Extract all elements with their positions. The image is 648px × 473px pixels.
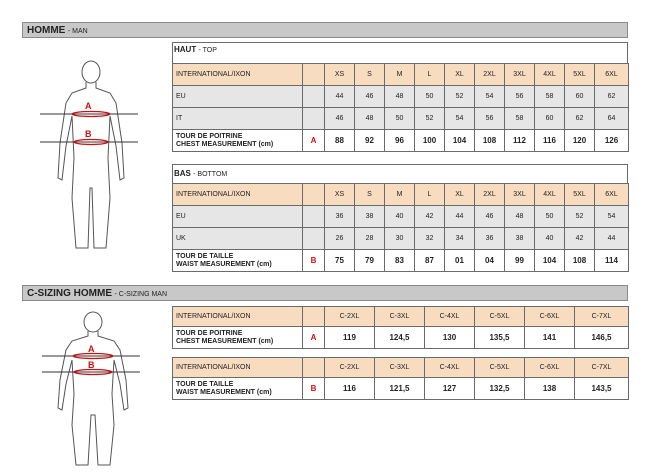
section-header-homme (22, 22, 628, 38)
bas-table (172, 183, 629, 272)
table-row: TOUR DE TAILLE WAIST MEASUREMENT (cm) B 75 79 83 87 01 04 99 104 108 114 (173, 250, 629, 272)
bas-title-box (172, 164, 628, 184)
haut-title: HAUT - TOP (174, 45, 217, 54)
table-row: EU 36 38 40 42 44 46 48 50 52 54 (173, 206, 629, 228)
label-b: B (85, 129, 92, 139)
body-figure-icon (38, 310, 148, 470)
csizing-chest-table (172, 306, 629, 349)
table-row: UK 26 28 30 32 34 36 38 40 42 44 (173, 228, 629, 250)
haut-table (172, 63, 629, 152)
table-row: INTERNATIONAL/IXON C-2XL C-3XL C-4XL C-5XL C-6XL C-7XL (173, 358, 629, 378)
table-row: INTERNATIONAL/IXON XS S M L XL 2XL 3XL 4XL 5XL 6XL (173, 64, 629, 86)
label-b: B (88, 360, 95, 370)
table-row: TOUR DE POITRINE CHEST MEASUREMENT (cm) A 119 124,5 130 135,5 141 146,5 (173, 327, 629, 349)
section-header-csizing (22, 285, 628, 301)
label-a: A (85, 101, 92, 111)
section-subtitle: - C-SIZING MAN (114, 291, 168, 298)
table-row: EU 44 46 48 50 52 54 56 58 60 62 (173, 86, 629, 108)
body-figure-icon (36, 58, 146, 258)
section-subtitle: - MAN (67, 28, 88, 35)
csizing-waist-table (172, 357, 629, 400)
table-row: TOUR DE TAILLE WAIST MEASUREMENT (cm) B 116 121,5 127 132,5 138 143,5 (173, 378, 629, 400)
label-a: A (88, 344, 95, 354)
table-row: TOUR DE POITRINE CHEST MEASUREMENT (cm) A 88 92 96 100 104 108 112 116 120 126 (173, 130, 629, 152)
table-row: IT 46 48 50 52 54 56 58 60 62 64 (173, 108, 629, 130)
haut-title-box (172, 42, 628, 64)
bas-title: BAS - BOTTOM (174, 169, 228, 178)
table-row: INTERNATIONAL/IXON C-2XL C-3XL C-4XL C-5XL C-6XL C-7XL (173, 307, 629, 327)
section-title: HOMME (27, 25, 66, 36)
table-row: INTERNATIONAL/IXON XS S M L XL 2XL 3XL 4XL 5XL 6XL (173, 184, 629, 206)
section-title: C-SIZING HOMME (27, 288, 112, 299)
